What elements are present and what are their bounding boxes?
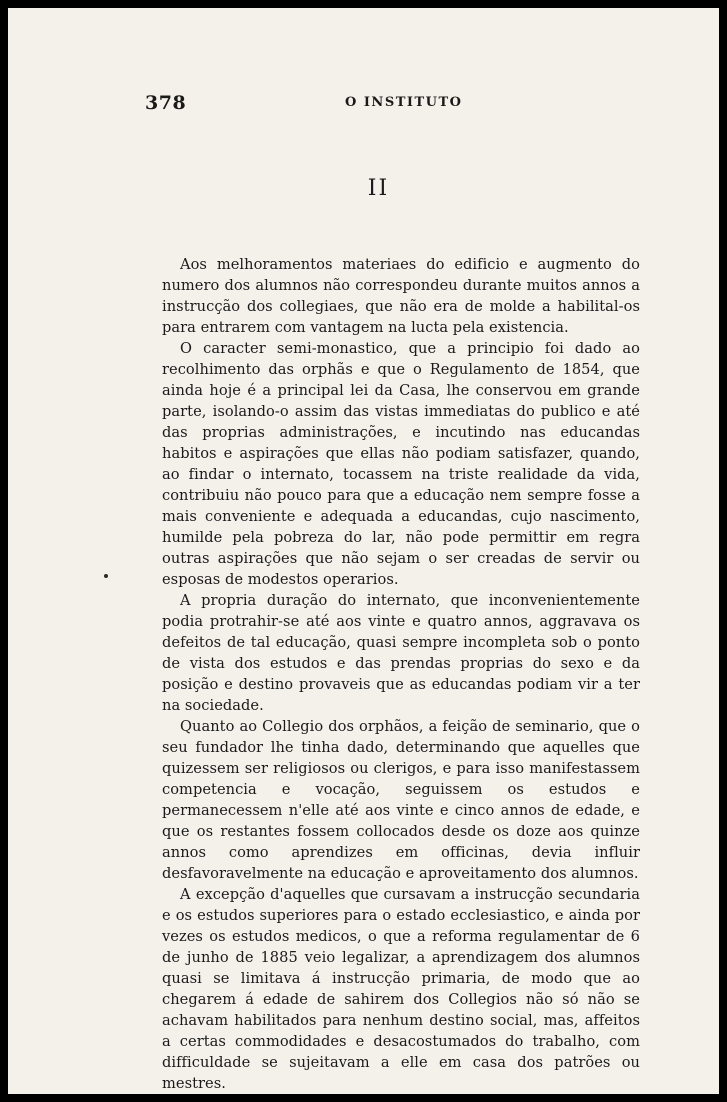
paragraph: A propria duração do internato, que inconvenientemente podia protrahir-se até aos vinte e quatro annos, aggravava os defeitos de tal educação, quasi sempre incompleta sob o ponto de vista dos estudos e das prendas proprias do sexo e da posição e destino provaveis que as educandas podiam vir a ter na sociedade.: [162, 592, 640, 714]
body-text: [162, 254, 640, 1094]
page-number: 378: [145, 92, 187, 114]
paragraph: O caracter semi-monastico, que a principio foi dado ao recolhimento das orphãs e que o Regulamento de 1854, que ainda hoje é a principal lei da Casa, lhe conservou em grande parte, isolando-o assim das vistas immediatas do publico e até das proprias administrações, e incutindo nas educandas habitos e aspirações que ellas não podiam satisfazer, quando, ao findar o internato, tocassem na triste realidade da vida, contribuiu não pouco para que a educação nem sempre fosse a mais conveniente e adequada a educandas, cujo nascimento, humilde pela pobreza do lar, não pode permittir em regra outras aspirações que não sejam o ser creadas de servir ou esposas de modestos operarios.: [162, 340, 640, 588]
section-heading: II: [367, 176, 390, 201]
paper-speck: [104, 574, 108, 578]
running-title: O INSTITUTO: [345, 95, 463, 110]
paragraph: Aos melhoramentos materiaes do edificio e augmento do numero dos alumnos não correspondeu durante muitos annos a instrucção dos collegiaes, que não era de molde a habilital-os para entrarem com vantagem na lucta pela existencia.: [162, 256, 640, 336]
page-header: [145, 92, 645, 116]
paragraph: A excepção d'aquelles que cursavam a instrucção secundaria e os estudos superiores para o estado ecclesiastico, e ainda por vezes os estudos medicos, o que a reforma regulamentar de 6 de junho de 1885 veio legalizar, a aprendizagem dos alumnos quasi se limitava á instrucção primaria, de modo que ao chegarem á edade de sahirem dos Collegios não só não se achavam habilitados para nenhum destino social, mas, affeitos a certas commodidades e desacostumados do trabalho, com difficuldade se sujeitavam a elle em casa dos patrões ou mestres.: [162, 886, 640, 1092]
document-page: [8, 8, 719, 1094]
paragraph: Quanto ao Collegio dos orphãos, a feição de seminario, que o seu fundador lhe tinha dado, determinando que aquelles que quizessem ser religiosos ou clerigos, e para isso manifestassem competencia e vocação, seguissem os estudos e permanecessem n'elle até aos vinte e cinco annos de edade, e que os restantes fossem collocados desde os doze aos quinze annos como aprendizes em officinas, devia influir desfavoravelmente na educação e aproveitamento dos alumnos.: [162, 718, 640, 882]
